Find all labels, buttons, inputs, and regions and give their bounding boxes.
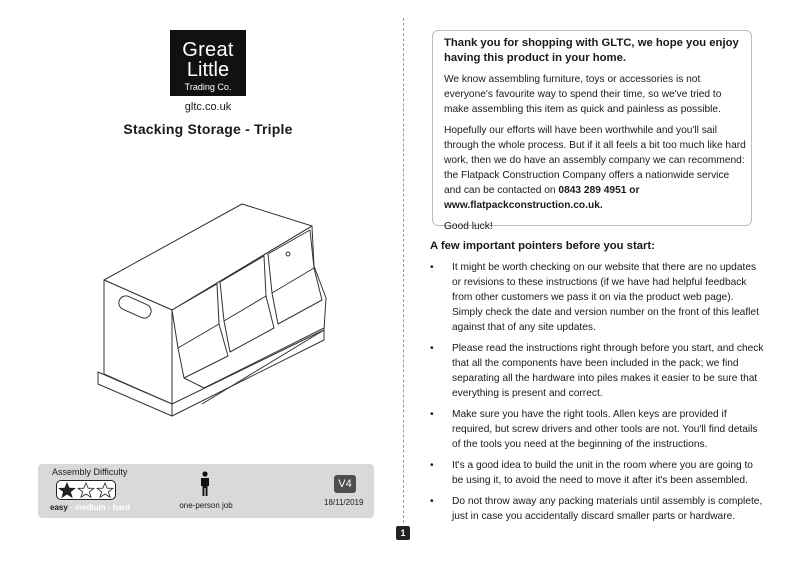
bullet: •	[430, 409, 434, 420]
difficulty-levels	[50, 503, 130, 512]
list-item-text: Please read the instructions right through before you start, and check that all the components have been included in the pack; we find separating all the hardware into piles makes it easier to be sure that everything is present and correct.	[452, 343, 764, 399]
list-item	[430, 341, 764, 401]
logo-line-2: Little	[186, 59, 230, 81]
page-number: 1	[396, 526, 410, 540]
bullet: •	[430, 343, 434, 354]
version-badge: V4	[334, 475, 356, 493]
logo-line-3: Trading Co.	[184, 82, 232, 92]
level-medium: medium	[74, 503, 106, 512]
assembly-contact: 0843 289 4951 or www.flatpackconstruction.co.uk.	[444, 185, 640, 211]
product-title: Stacking Storage - Triple	[123, 121, 293, 137]
difficulty-rating	[56, 480, 116, 500]
difficulty-stars	[57, 481, 115, 499]
list-item-text: It might be worth checking on our website that there are no updates or revisions to these instructions (if we have had helpful feedback from other customers we pass it on via the product web page). Simply check the date and version number on the front of this leaflet against that of any site updates.	[452, 262, 759, 333]
thank-you-paragraph-1: We know assembling furniture, toys or accessories is not everyone's favourite way to spend their time, so we've tried to make assembling this item as quick and painless as possible.	[444, 74, 722, 115]
thank-you-box	[432, 30, 752, 232]
logo-line-1: Great	[182, 39, 234, 61]
level-easy: easy	[50, 503, 68, 512]
pointers-title: A few important pointers before you start:	[430, 240, 655, 252]
bullet: •	[430, 496, 434, 507]
list-item	[430, 494, 764, 524]
bullet: •	[430, 460, 434, 471]
person-icon	[198, 471, 212, 497]
difficulty-label: Assembly Difficulty	[52, 467, 128, 477]
para2-text: Hopefully our efforts will have been worthwhile and you'll sail through the whole process. But if it all feels a bit too much like hard work, then we do have an assembly company we can recommend: the Flatpack Construction Company offers a nationwide service and can be contacted on	[444, 125, 746, 196]
list-item	[430, 260, 764, 335]
star-icon	[59, 483, 75, 497]
version-date: 18/11/2019	[324, 498, 364, 507]
level-hard: hard	[112, 503, 131, 512]
list-item-text: Make sure you have the right tools. Allen keys are provided if required, but screw drivers and other tools are not. You'll find details of the tools you need at the beginning of the instructions.	[452, 409, 758, 450]
brand-logo	[170, 30, 246, 96]
website-text: gltc.co.uk	[184, 101, 232, 113]
list-item	[430, 407, 764, 452]
one-person-label: one-person job	[179, 501, 233, 510]
pointers-list	[430, 260, 770, 530]
info-footer	[38, 464, 374, 518]
list-item-text: Do not throw away any packing materials until assembly is complete, just in case you accidentally discard smaller parts or hardware.	[452, 496, 763, 522]
thank-you-heading: Thank you for shopping with GLTC, we hope you enjoy having this product in your home.	[444, 37, 739, 64]
list-item	[430, 458, 764, 488]
bullet: •	[430, 262, 434, 273]
page-divider	[403, 18, 404, 523]
thank-you-paragraph-2	[444, 123, 746, 213]
star-icon	[78, 483, 94, 497]
storage-unit-illustration	[92, 196, 332, 426]
level-sep: -	[105, 503, 113, 512]
thank-you-paragraph-3: Good luck!	[444, 221, 493, 232]
star-icon	[97, 483, 113, 497]
level-sep: -	[67, 503, 75, 512]
list-item-text: It's a good idea to build the unit in the room where you are going to be using it, to avoid the need to move it after it's been assembled.	[452, 460, 753, 486]
